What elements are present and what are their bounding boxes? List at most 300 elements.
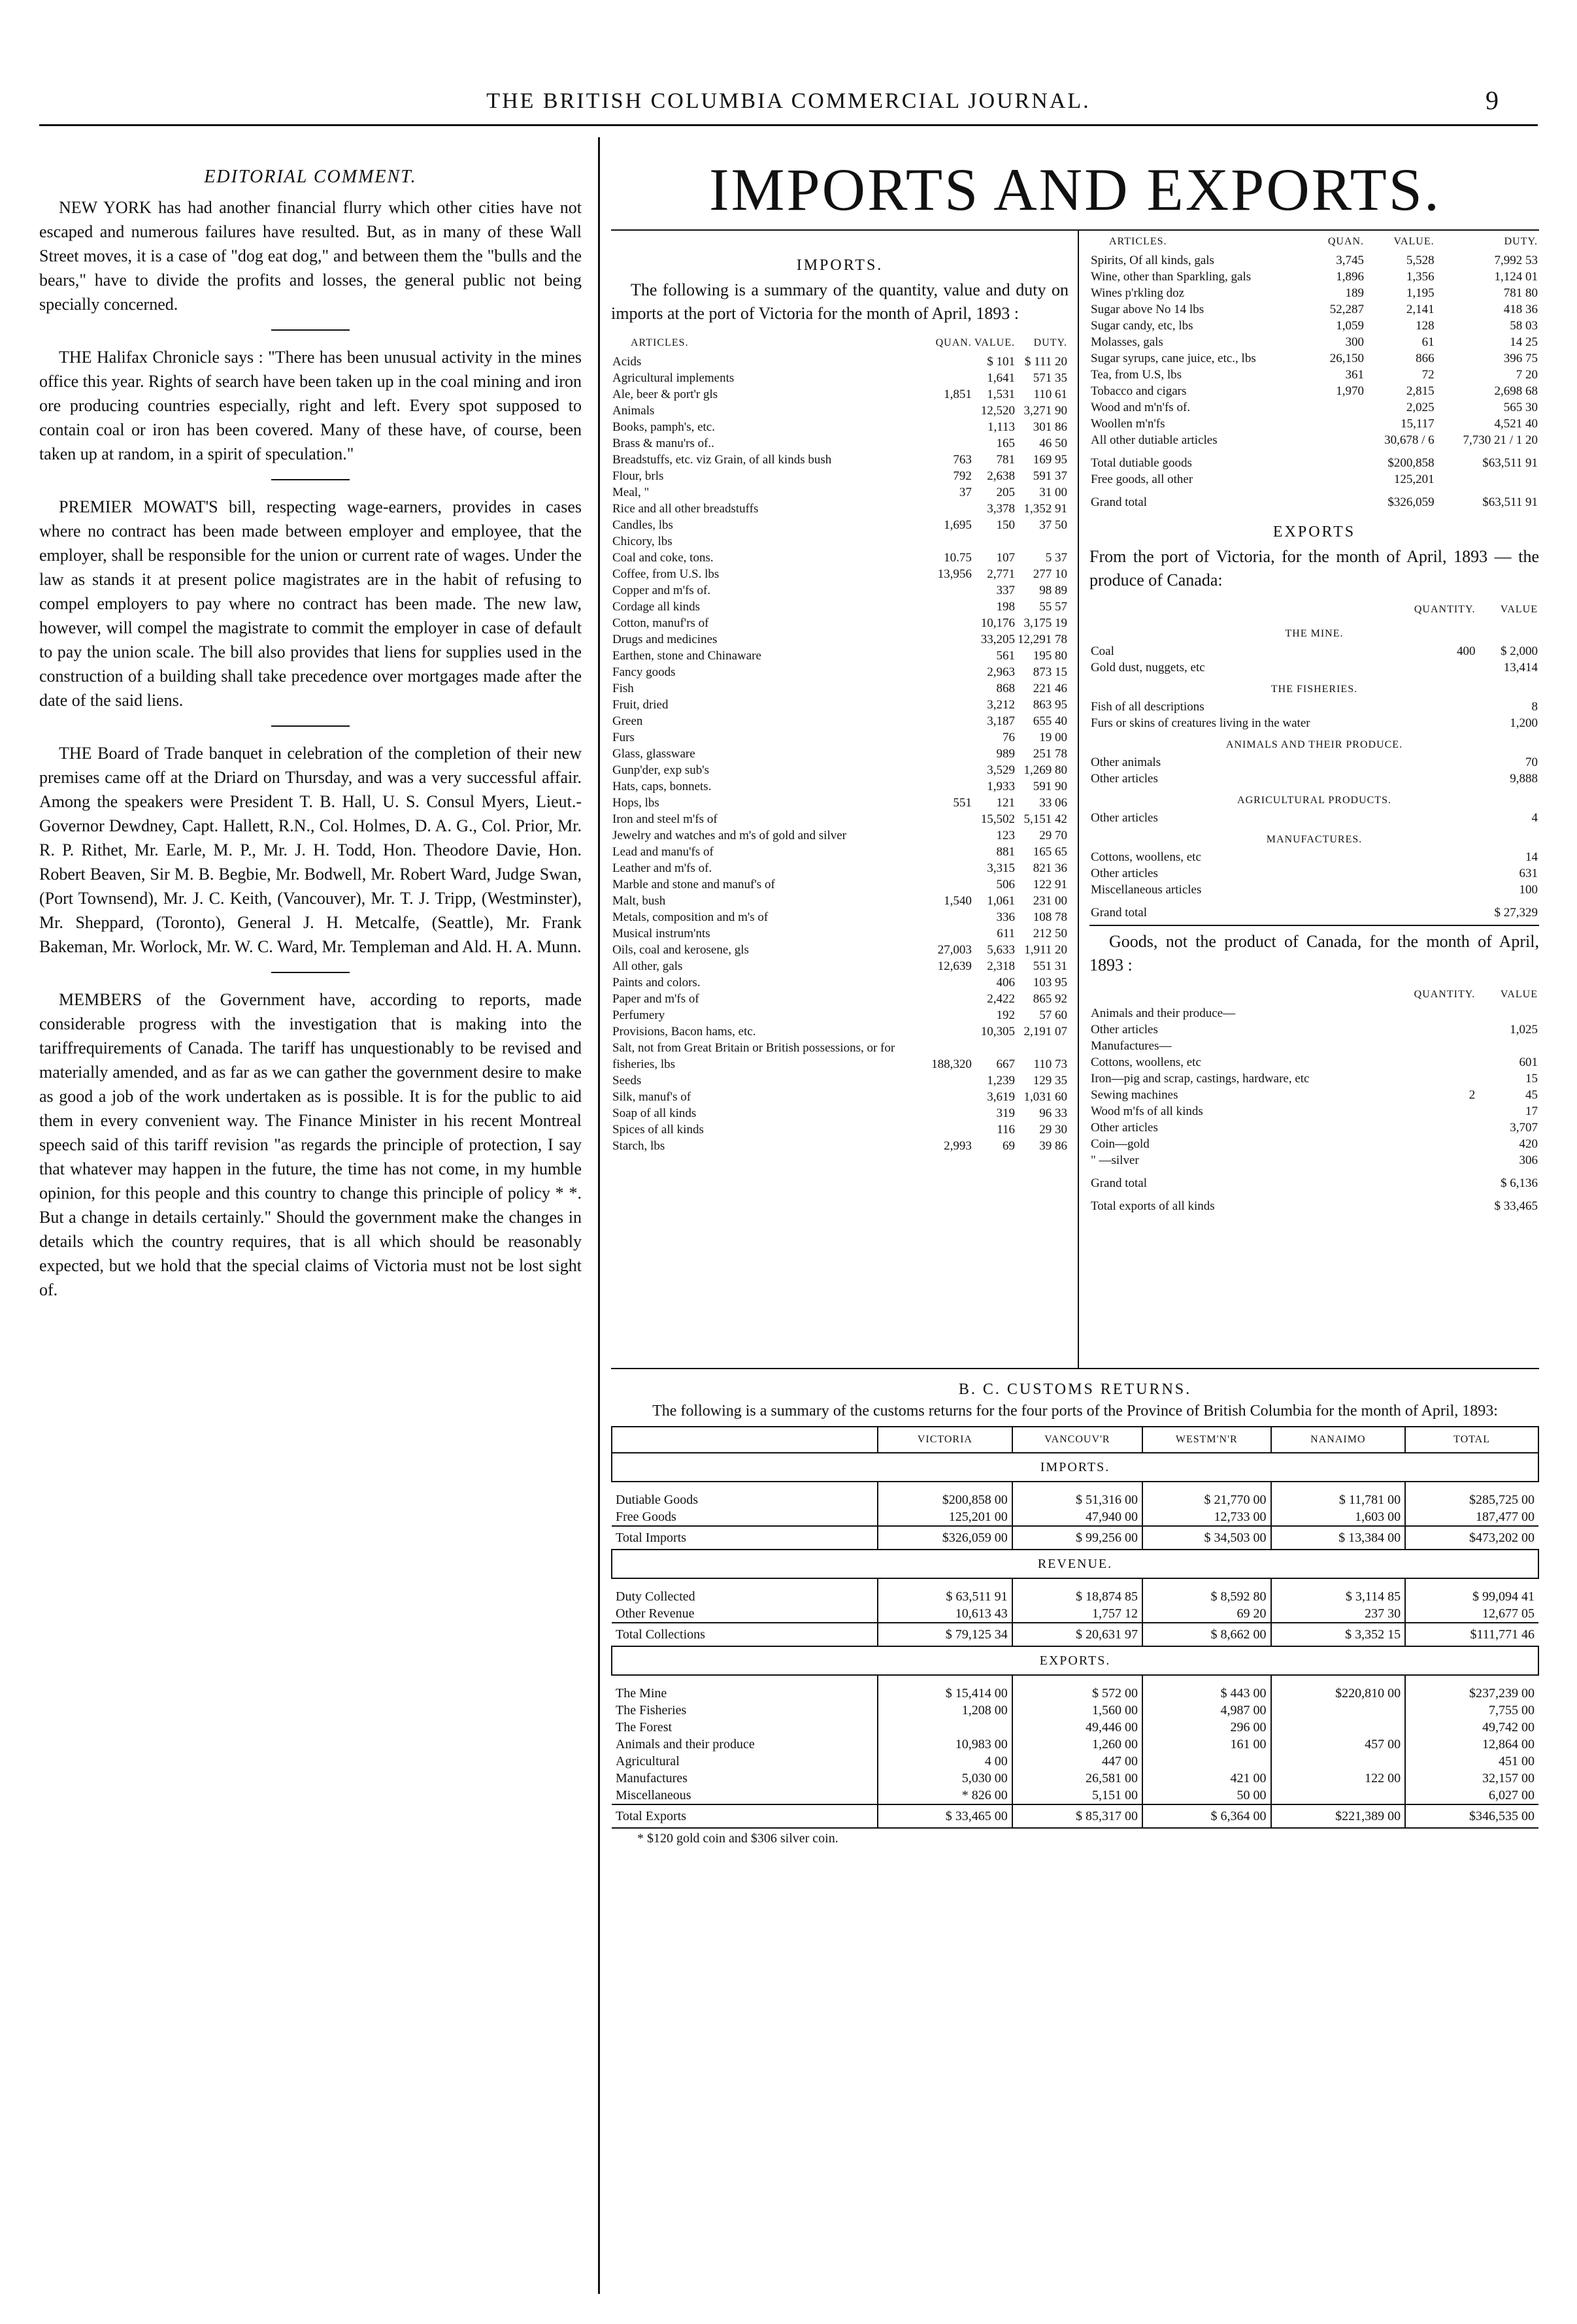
table-cell: $ 34,503 00 (1142, 1526, 1271, 1550)
table-cell (1271, 1719, 1406, 1736)
table-cell: 29 70 (1039, 829, 1067, 842)
table-cell: $ 20,631 97 (1012, 1623, 1142, 1646)
table-cell: 10,305 (980, 1025, 1015, 1038)
section-label: EXPORTS. (612, 1646, 1538, 1675)
table-row (611, 550, 1069, 566)
table-row (611, 435, 1069, 452)
table-cell: 17 (1525, 1104, 1538, 1118)
table-cell: 12,864 00 (1405, 1736, 1538, 1753)
table-cell: 26,150 (1329, 352, 1365, 365)
table-cell: $ 15,414 00 (878, 1675, 1012, 1702)
table-cell: 5,151 00 (1012, 1787, 1142, 1804)
table-cell: Jewelry and watches and m's of gold and silver (612, 829, 846, 842)
table-cell: $ 21,770 00 (1142, 1482, 1271, 1508)
table-cell: 12,291 78 (1018, 633, 1067, 646)
table-cell: 1,025 (1510, 1023, 1538, 1037)
table-row (611, 697, 1069, 713)
table-cell: Coin—gold (1091, 1137, 1150, 1151)
table-cell: Cottons, woollens, etc (1091, 1055, 1201, 1069)
table-cell: 457 00 (1271, 1736, 1406, 1753)
table-cell: 19 00 (1039, 731, 1067, 744)
table-cell (930, 354, 973, 370)
table-cell: $ 13,384 00 (1271, 1526, 1406, 1550)
table-cell (1314, 448, 1365, 471)
table-row (1089, 659, 1539, 676)
table-row (611, 729, 1069, 746)
table-cell: Wines p'rkling doz (1091, 286, 1185, 300)
table-cell (930, 419, 973, 435)
table-row (611, 1089, 1069, 1105)
table-cell (930, 746, 973, 762)
table-cell: 306 (1519, 1154, 1538, 1167)
table-cell: 5 37 (1045, 551, 1067, 565)
table-cell: 122 91 (1033, 878, 1067, 891)
table-row (611, 517, 1069, 533)
table-row (611, 827, 1069, 844)
table-cell: $ 27,329 (1494, 906, 1538, 920)
table-cell (930, 762, 973, 778)
table-cell: 1,356 (1406, 270, 1435, 284)
table-cell: 49,446 00 (1012, 1719, 1142, 1736)
table-row (611, 452, 1069, 468)
table-row (611, 860, 1069, 876)
table-cell: 865 92 (1033, 992, 1067, 1006)
column-header (1089, 599, 1390, 620)
table-row (612, 1719, 1538, 1736)
table-cell: 406 (996, 976, 1015, 989)
table-cell (1390, 898, 1476, 921)
exports-intro: From the port of Victoria, for the month of April, 1893 — the produce of Canada: (1089, 547, 1539, 589)
table-row (612, 1770, 1538, 1787)
table-cell: 96 33 (1039, 1106, 1067, 1120)
table-row (611, 942, 1069, 958)
table-cell (1271, 1787, 1406, 1804)
table-row (1089, 350, 1539, 367)
table-cell: Wood and m'n'fs of. (1091, 401, 1191, 414)
table-cell: 3,212 (987, 698, 1015, 712)
upper-tables (611, 229, 1539, 1368)
table-row (611, 1007, 1069, 1023)
table-cell: $200,858 (1387, 456, 1435, 470)
table-cell: Furs (612, 731, 635, 744)
table-cell: Miscellaneous (616, 1788, 691, 1802)
table-cell (930, 925, 973, 942)
table-cell: $ 99,094 41 (1405, 1578, 1538, 1605)
table-cell: 4 (1531, 811, 1538, 825)
table-cell: 1,269 80 (1023, 763, 1067, 777)
separator-rule (271, 972, 350, 973)
table-cell: $ 572 00 (1012, 1675, 1142, 1702)
table-cell: $ 63,511 91 (878, 1578, 1012, 1605)
table-cell: $ 6,364 00 (1142, 1804, 1271, 1828)
table-cell: Manufactures (616, 1771, 688, 1785)
table-cell: Agricultural (616, 1754, 680, 1768)
table-cell: 192 (996, 1008, 1015, 1022)
section-row (1089, 826, 1539, 849)
table-cell: All other, gals (612, 959, 683, 973)
table-cell: 49,742 00 (1405, 1719, 1538, 1736)
table-cell: 32,157 00 (1405, 1770, 1538, 1787)
table-cell: 2,422 (987, 992, 1015, 1006)
table-row (611, 746, 1069, 762)
table-cell: 591 90 (1033, 780, 1067, 793)
table-cell: Sugar candy, etc, lbs (1091, 319, 1193, 333)
table-cell (930, 680, 973, 697)
table-cell: 1,933 (987, 780, 1015, 793)
table-cell: 3,529 (987, 763, 1015, 777)
table-row (612, 1702, 1538, 1719)
table-cell (930, 664, 973, 680)
table-cell: 396 75 (1503, 352, 1538, 365)
section-label: IMPORTS. (612, 1453, 1538, 1482)
table-row (1089, 432, 1539, 448)
table-cell: 4,987 00 (1142, 1702, 1271, 1719)
table-cell: Sewing machines (1091, 1088, 1178, 1102)
table-row (1089, 1191, 1539, 1214)
table-cell: 1,695 (944, 518, 972, 532)
table-row (1089, 269, 1539, 285)
table-cell: Other articles (1091, 867, 1158, 880)
column-header (612, 1427, 878, 1453)
column-header: NANAIMO (1271, 1427, 1406, 1453)
table-cell: Other animals (1091, 755, 1161, 769)
table-cell: Oils, coal and kerosene, gls (612, 943, 749, 957)
table-cell: $ 3,114 85 (1271, 1578, 1406, 1605)
table-cell (930, 648, 973, 664)
table-cell: 50 00 (1142, 1787, 1271, 1804)
table-cell: 667 (996, 1057, 1015, 1071)
trade-column (611, 147, 1539, 2297)
table-cell: 76 (1003, 731, 1015, 744)
table-cell: 1,260 00 (1012, 1736, 1142, 1753)
table-cell: 251 78 (1033, 747, 1067, 761)
table-cell (1390, 1071, 1477, 1087)
editorial-paragraph: MEMBERS of the Government have, according to reports, made considerable progress with the investigation that is making into the tariffrequirements of Canada. The tariff has unquestionably to be revised and materially amended, and as far as we can gather the government desire to make as good a job of the work undertaken as is possible. It is for the public to aid them in every convenient way. The Finance Minister in his recent Montreal speech said of this tariff revision "as regards the principle of protection, I say that whatever may happen in the future, the time has not come, in my humble opinion, for this people and this country to change this principle of policy * *. But a change in details certainly." Should the government make the changes in details which the country requires, that is all which should be reasonably expected, but we hold that the special claims of Victoria must not be lost sight of. (39, 990, 582, 1299)
table-cell (930, 370, 973, 386)
table-cell: Copper and m'fs of. (612, 584, 711, 597)
table-cell: Rice and all other breadstuffs (612, 502, 759, 516)
table-cell: 10.75 (944, 551, 972, 565)
table-cell: 165 65 (1033, 845, 1067, 859)
table-cell: 2,318 (987, 959, 1015, 973)
table-cell (1476, 1038, 1539, 1054)
table-cell (1314, 471, 1365, 488)
table-row (1089, 1005, 1539, 1021)
table-cell (930, 582, 973, 599)
section-row (1089, 676, 1539, 699)
table-cell: Fancy goods (612, 665, 676, 679)
column-header: DUTY. (1033, 337, 1067, 348)
table-cell: Silk, manuf's of (612, 1090, 691, 1104)
table-cell: 301 86 (1033, 420, 1067, 434)
table-cell: 121 (996, 796, 1015, 810)
table-cell: 33,205 (980, 633, 1015, 646)
table-cell (930, 1089, 973, 1105)
table-cell (930, 909, 973, 925)
table-cell: 863 95 (1033, 698, 1067, 712)
table-cell: 873 15 (1033, 665, 1067, 679)
table-cell: 631 (1519, 867, 1538, 880)
table-row (1089, 849, 1539, 865)
table-cell: 57 60 (1039, 1008, 1067, 1022)
table-cell: 2,993 (944, 1139, 972, 1153)
table-row (611, 958, 1069, 974)
table-cell: 198 (996, 600, 1015, 614)
table-cell: Spices of all kinds (612, 1123, 704, 1137)
table-row (1089, 1054, 1539, 1071)
table-cell: 337 (996, 584, 1015, 597)
table-cell: 1,531 (987, 388, 1015, 401)
table-cell: 237 30 (1271, 1605, 1406, 1623)
table-cell: 2,771 (987, 567, 1015, 581)
table-cell (1390, 699, 1476, 715)
table-cell (930, 501, 973, 517)
table-cell (930, 631, 973, 648)
table-cell: 37 (959, 486, 972, 499)
table-cell: Flour, brls (612, 469, 664, 483)
table-row (611, 811, 1069, 827)
column-header: ARTICLES. (1109, 236, 1167, 247)
table-cell: 122 00 (1271, 1770, 1406, 1787)
table-cell: 46 50 (1039, 437, 1067, 450)
table-cell: Books, pamph's, etc. (612, 420, 715, 434)
table-cell (930, 1105, 973, 1121)
table-cell: 15 (1525, 1072, 1538, 1086)
table-cell: $326,059 (1387, 495, 1435, 509)
table-cell: Brass & manu'rs of.. (612, 437, 714, 450)
table-cell (1390, 1191, 1477, 1214)
table-cell: Iron and steel m'fs of (612, 812, 718, 826)
column-header: TOTAL (1405, 1427, 1538, 1453)
table-cell (930, 713, 973, 729)
table-cell: $ 33,465 00 (878, 1804, 1012, 1828)
table-cell: Molasses, gals (1091, 335, 1163, 349)
table-cell: 655 40 (1033, 714, 1067, 728)
table-row (612, 1736, 1538, 1753)
table-cell: 13,956 (937, 567, 972, 581)
table-cell: 123 (996, 829, 1015, 842)
table-cell: 5,151 42 (1023, 812, 1067, 826)
table-row (611, 1121, 1069, 1138)
table-cell (973, 533, 1016, 550)
table-cell: 781 (996, 453, 1015, 467)
table-cell: Sugar syrups, cane juice, etc., lbs (1091, 352, 1256, 365)
exports-table (1089, 599, 1539, 921)
table-cell: Marble and stone and manuf's of (612, 878, 775, 891)
table-row (1089, 1136, 1539, 1152)
column-header: QUANTITY. (1414, 604, 1476, 615)
table-cell: Animals and their produce— (1091, 1006, 1236, 1020)
section-label: THE FISHERIES. (1270, 684, 1358, 695)
table-cell (930, 1121, 973, 1138)
table-cell (1314, 416, 1365, 432)
table-cell (1390, 659, 1476, 676)
table-cell: 2,191 07 (1023, 1025, 1067, 1038)
table-cell: Glass, glassware (612, 747, 695, 761)
table-cell: $ 79,125 34 (878, 1623, 1012, 1646)
table-row (1089, 285, 1539, 301)
table-cell: $63,511 91 (1482, 495, 1538, 509)
page-number: 9 (1486, 86, 1499, 115)
table-cell: 125,201 00 (878, 1508, 1012, 1526)
table-cell: 212 50 (1033, 927, 1067, 940)
table-cell: Perfumery (612, 1008, 665, 1022)
table-cell: 69 (1003, 1139, 1015, 1153)
table-cell: 98 89 (1039, 584, 1067, 597)
customs-intro: The following is a summary of the customs returns for the four ports of the Province of British Columbia for the month of April, 1893: (652, 1403, 1498, 1419)
table-cell: 5,030 00 (878, 1770, 1012, 1787)
table-cell: 129 35 (1033, 1074, 1067, 1087)
table-row (612, 1508, 1538, 1526)
table-row (1089, 865, 1539, 882)
table-cell (1314, 399, 1365, 416)
journal-title: THE BRITISH COLUMBIA COMMERCIAL JOURNAL. (486, 89, 1091, 113)
table-cell: 2,698 68 (1494, 384, 1538, 398)
exports-heading: EXPORTS (1272, 523, 1356, 540)
table-cell: $200,858 00 (878, 1482, 1012, 1508)
table-cell (1476, 1005, 1539, 1021)
table-cell: The Fisheries (616, 1703, 687, 1718)
table-cell: $ 8,662 00 (1142, 1623, 1271, 1646)
table-cell: 5,633 (987, 943, 1015, 957)
table-cell: Duty Collected (616, 1589, 695, 1604)
table-cell: 3,175 19 (1023, 616, 1067, 630)
table-cell: Chicory, lbs (612, 535, 672, 548)
table-cell: 2,815 (1406, 384, 1435, 398)
table-cell: 565 30 (1503, 401, 1538, 414)
table-cell (930, 811, 973, 827)
table-row (611, 762, 1069, 778)
table-cell: 2,638 (987, 469, 1015, 483)
table-cell (930, 697, 973, 713)
table-row (611, 615, 1069, 631)
table-cell (1390, 771, 1476, 787)
table-cell: Ale, beer & port'r gls (612, 388, 718, 401)
table-row (1089, 1038, 1539, 1054)
table-cell: Total Imports (612, 1526, 878, 1550)
table-cell: 866 (1416, 352, 1435, 365)
table-cell: Furs or skins of creatures living in the water (1091, 716, 1310, 730)
table-cell: 1,061 (987, 894, 1015, 908)
table-cell: Candles, lbs (612, 518, 673, 532)
table-cell: 30,678 / 6 (1384, 433, 1435, 447)
table-cell: 3,707 (1510, 1121, 1538, 1135)
table-cell: 189 (1345, 286, 1365, 300)
table-cell: Coal and coke, tons. (612, 551, 714, 565)
editorial-paragraph: THE Halifax Chronicle says : "There has been unusual activity in the mines office this year. Rights of search have been taken up in the coal mining and iron ore producing countries especially, right and left. Every spot supposed to contain coal or iron has been covered. Many of these have, of course, been taken up at random, in a spirit of speculation." (39, 348, 582, 463)
table-cell (1271, 1702, 1406, 1719)
table-cell: 15,117 (1401, 417, 1435, 431)
table-cell (1390, 1120, 1477, 1136)
table-cell: $346,535 00 (1405, 1804, 1538, 1828)
table-row (611, 386, 1069, 403)
table-cell: Total dutiable goods (1091, 456, 1192, 470)
table-row (611, 501, 1069, 517)
table-cell: 591 37 (1033, 469, 1067, 483)
table-cell (930, 844, 973, 860)
separator-rule (271, 329, 350, 331)
table-cell: 361 (1345, 368, 1365, 382)
table-cell: Other Revenue (616, 1606, 695, 1621)
table-cell: * 826 00 (878, 1787, 1012, 1804)
table-cell: 451 00 (1405, 1753, 1538, 1770)
column-header: VICTORIA (878, 1427, 1012, 1453)
imports-continued-and-exports (1079, 231, 1539, 1368)
table-cell: 792 (953, 469, 972, 483)
table-row (611, 1105, 1069, 1121)
table-row (1089, 318, 1539, 334)
section-row (612, 1453, 1538, 1482)
table-cell: 1,031 60 (1023, 1090, 1067, 1104)
column-header: ARTICLES. (631, 337, 689, 348)
table-cell: 1,896 (1336, 270, 1365, 284)
table-cell: 1,970 (1336, 384, 1365, 398)
column-header: QUAN. (935, 337, 972, 348)
table-cell: Breadstuffs, etc. viz Grain, of all kinds bush (612, 453, 832, 467)
table-cell (1390, 810, 1476, 826)
table-cell: 821 36 (1033, 861, 1067, 875)
table-cell: Leather and m'fs of. (612, 861, 712, 875)
table-cell: 1,540 (944, 894, 972, 908)
table-cell: 7,992 53 (1494, 254, 1538, 267)
table-cell: Woollen m'n'fs (1091, 417, 1165, 431)
table-row (1089, 754, 1539, 771)
customs-table (611, 1426, 1539, 1829)
table-cell: 161 00 (1142, 1736, 1271, 1753)
table-cell (1016, 533, 1069, 550)
table-cell: $111,771 46 (1405, 1623, 1538, 1646)
table-cell: Seeds (612, 1074, 642, 1087)
table-cell (930, 533, 973, 550)
table-row (1089, 252, 1539, 269)
table-cell: 10,176 (980, 616, 1015, 630)
editorial-paragraph: THE Board of Trade banquet in celebration of the completion of their new premises came off at the Driard on Thursday, and was a very successful affair. Among the speakers were President T. B. Hall, U. S. Consul Myers, Lieut.-Governor Dewdney, Capt. Hallett, R.N., Col. Holmes, D. A. G., Col. Prior, Mr. R. P. Rithet, Mr. Earle, M. P., Mr. J. H. Todd, Hon. Theodore Davie, Hon. Robert Beaven, Sir M. B. Begbie, Mr. Bodwell, Mr. Robert Ward, Judge Swan, (Port Townsend), Mr. J. C. Keith, (Vancouver), Mr. T. J. Tripp, (Westminster), Mr. Sheppard, (Toronto), General J. H. Metcalfe, (Seattle), Mr. Frank Bakeman, Mr. Worlock, Mr. W. C. Ward, Mr. Templeman and Ald. H. A. Munn. (39, 744, 582, 956)
table-cell: 55 57 (1039, 600, 1067, 614)
table-row (611, 925, 1069, 942)
table-cell: 421 00 (1142, 1770, 1271, 1787)
table-cell: 1,911 20 (1024, 943, 1067, 957)
editorial-paragraph: NEW YORK has had another financial flurry which other cities have not escaped and numerous failures have resulted. But, as in many of these Wall Street moves, it is a case of "dog eat dog," and between them the "bulls and the bears," have to divide the profits and losses, the general public not being specially concerned. (39, 198, 582, 314)
table-cell (930, 876, 973, 893)
table-cell (1390, 1152, 1477, 1169)
table-row (1089, 301, 1539, 318)
table-cell: Soap of all kinds (612, 1106, 697, 1120)
table-cell: Animals and their produce (616, 1737, 755, 1751)
table-cell: Grand total (1091, 495, 1148, 509)
section-row (1089, 620, 1539, 643)
column-header: VALUE. (974, 337, 1015, 348)
table-cell: Other articles (1091, 1121, 1158, 1135)
table-cell: Fruit, dried (612, 698, 669, 712)
column-header: VANCOUV'R (1012, 1427, 1142, 1453)
table-cell (930, 860, 973, 876)
table-row (1089, 334, 1539, 350)
table-cell: 26,581 00 (1012, 1770, 1142, 1787)
table-cell: $ 3,352 15 (1271, 1623, 1406, 1646)
table-cell: Lead and manu'fs of (612, 845, 714, 859)
table-row (611, 631, 1069, 648)
table-row (1089, 488, 1539, 510)
table-row (611, 370, 1069, 386)
table-cell: 1,603 00 (1271, 1508, 1406, 1526)
table-cell: Paper and m'fs of (612, 992, 699, 1006)
table-cell: 551 31 (1033, 959, 1067, 973)
table-cell: $473,202 00 (1405, 1526, 1538, 1550)
column-header: WESTM'N'R (1142, 1427, 1271, 1453)
column-header: VALUE (1500, 989, 1538, 1000)
table-cell: Gold dust, nuggets, etc (1091, 661, 1205, 674)
table-cell: 611 (997, 927, 1015, 940)
